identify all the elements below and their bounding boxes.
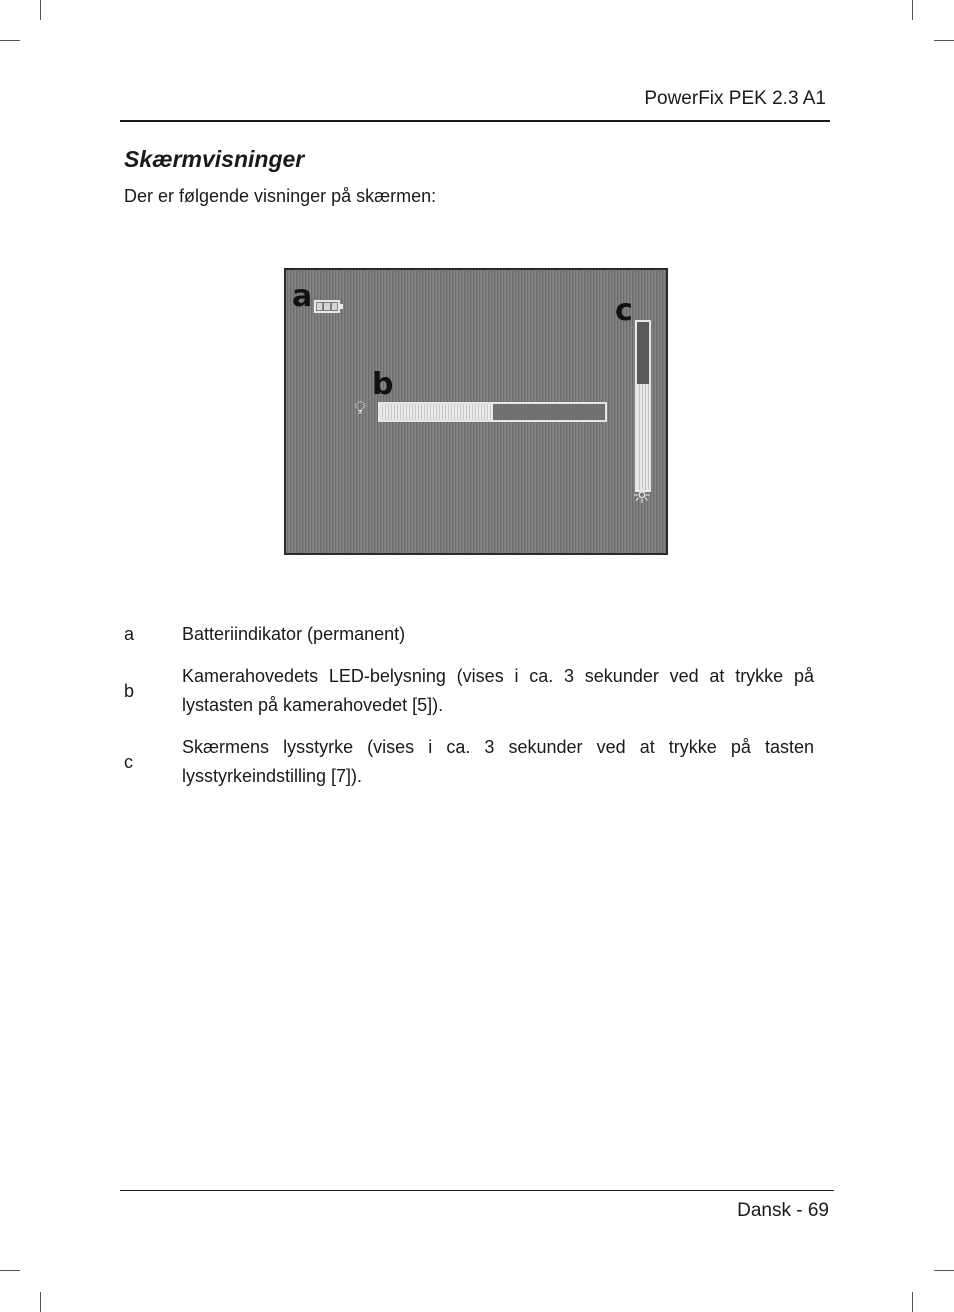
brightness-sun-icon: ☼: [632, 484, 652, 509]
header-rule: [120, 120, 830, 122]
header-title: PowerFix PEK 2.3 A1: [644, 88, 826, 109]
led-level-bar: [378, 402, 607, 422]
legend-key: b: [124, 681, 135, 701]
led-bulb-icon: 💡︎: [354, 398, 367, 419]
crop-mark: [912, 0, 913, 20]
figure-label-c: c: [615, 293, 633, 328]
crop-mark: [40, 1292, 41, 1312]
page-number: Dansk - 69: [737, 1200, 829, 1221]
crop-mark: [0, 40, 20, 41]
crop-mark: [934, 40, 954, 41]
brightness-level-fill: [637, 384, 649, 490]
battery-cell: [332, 303, 337, 310]
legend-item-b: [124, 662, 814, 722]
led-level-fill: [380, 404, 493, 420]
legend-item-c: [124, 733, 814, 793]
footer-rule: [120, 1190, 834, 1191]
legend-text: Batteriindikator (permanent): [182, 624, 406, 644]
crop-mark: [912, 1292, 913, 1312]
crop-mark: [934, 1270, 954, 1271]
legend-key: a: [124, 624, 135, 644]
brightness-bar: [635, 320, 651, 492]
legend-item-a: [124, 620, 814, 650]
figure-label-b: b: [372, 367, 394, 402]
figure-label-a: a: [292, 279, 313, 314]
legend-text: Skærmens lysstyrke (vises i ca. 3 sekunder ved at trykke på tasten lysstyrkeindstilling [7]).: [182, 737, 814, 786]
crop-mark: [40, 0, 41, 20]
section-title: Skærmvisninger: [124, 146, 305, 172]
crop-mark: [0, 1270, 20, 1271]
legend-text: Kamerahovedets LED-belysning (vises i ca. 3 sekunder ved at trykke på lystasten på kamerahovedet [5]).: [182, 666, 814, 715]
battery-cell: [324, 303, 329, 310]
screen-figure: [284, 268, 668, 555]
legend-key: c: [124, 752, 133, 772]
intro-text: Der er følgende visninger på skærmen:: [124, 186, 437, 206]
battery-cell: [317, 303, 322, 310]
battery-icon: [314, 300, 340, 313]
